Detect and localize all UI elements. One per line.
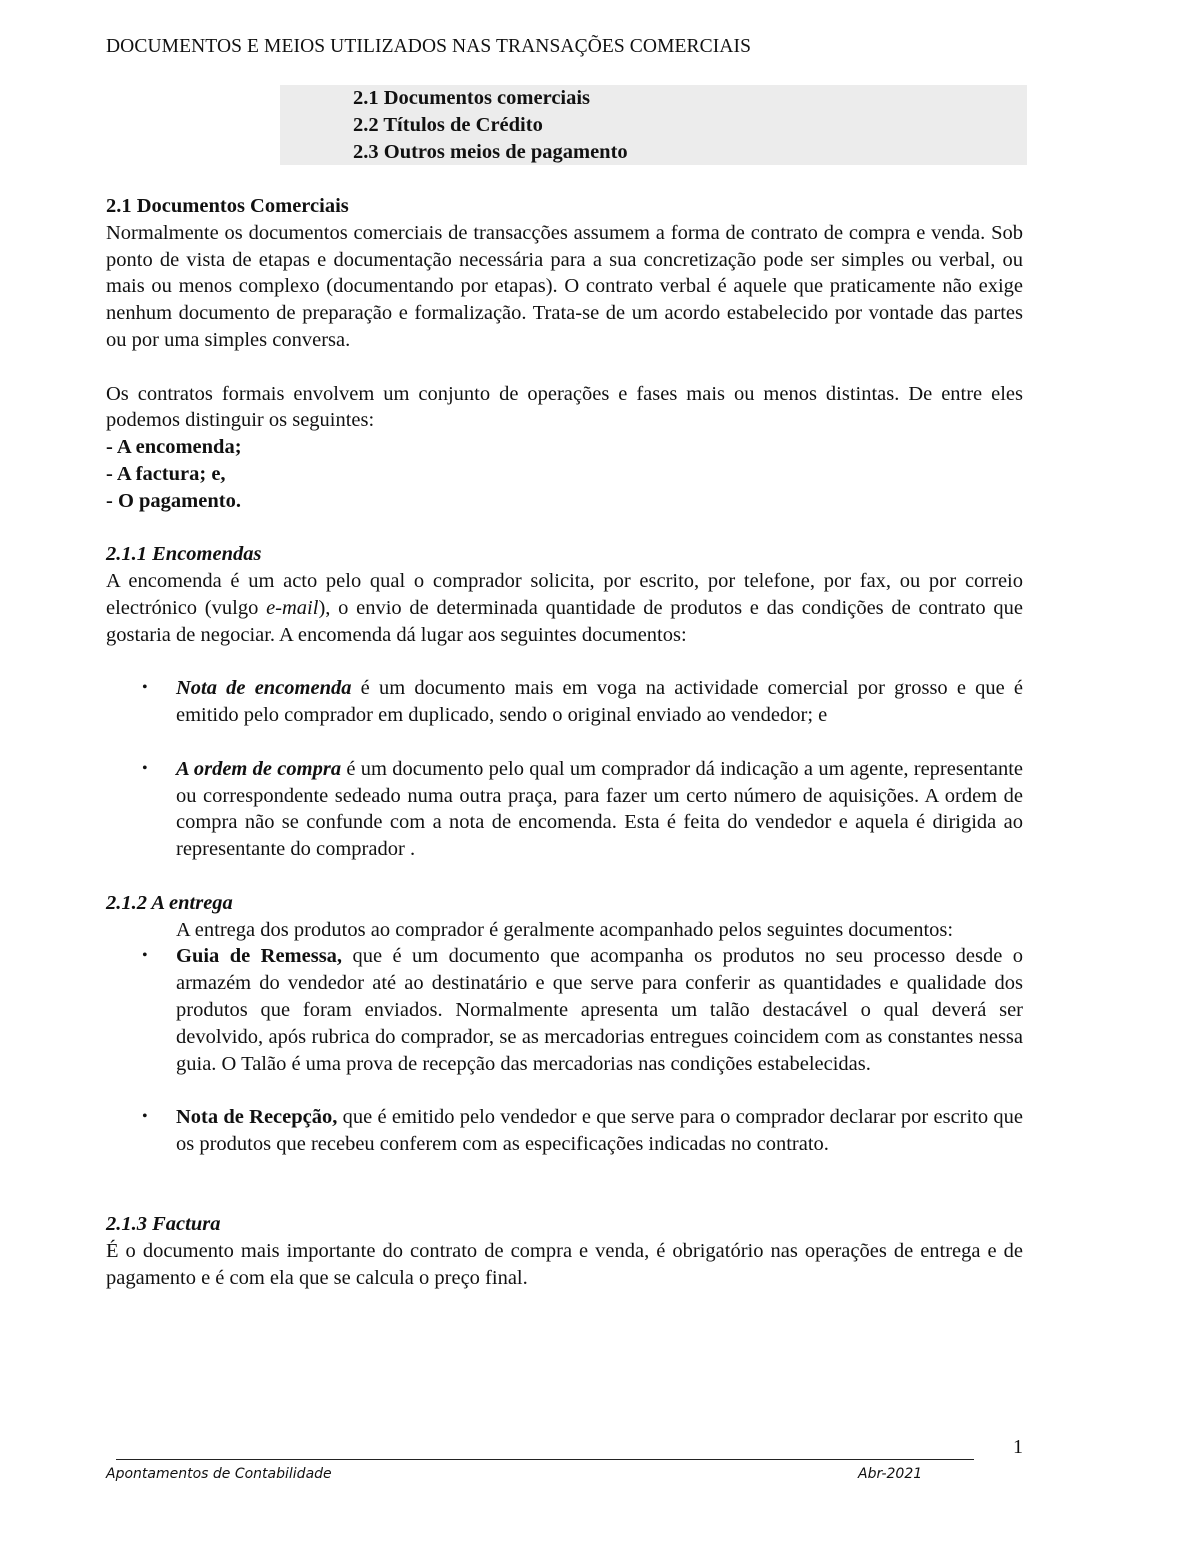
subsection-heading: 2.1.2 A entrega <box>106 891 233 914</box>
paragraph: Os contratos formais envolvem um conjunto de operações e fases mais ou menos distintas. De entre eles podemos distinguir os seguintes: <box>106 382 1023 432</box>
paragraph: É o documento mais importante do contrato de compra e venda, é obrigatório nas operações de entrega e de pagamento e é com ela que se calcula o preço final. <box>106 1240 1023 1289</box>
document-body <box>106 193 1023 1292</box>
bullet-icon: • <box>142 679 148 697</box>
page-title: DOCUMENTOS E MEIOS UTILIZADOS NAS TRANSAÇÕES COMERCIAIS <box>106 36 752 57</box>
bullet-list <box>106 943 1023 1157</box>
toc-item: 2.3 Outros meios de pagamento <box>353 141 628 163</box>
subsection-heading: 2.1.3 Factura <box>106 1213 221 1236</box>
list-item: • Nota de Recepção, que é emitido pelo vendedor e que serve para o comprador declarar por escrito que os produtos que recebeu conferem com as especificações indicadas no contrato. <box>142 1106 1024 1155</box>
toc-item: 2.1 Documentos comerciais <box>353 87 591 109</box>
toc-item: 2.2 Títulos de Crédito <box>353 114 543 136</box>
bullet-icon: • <box>142 1108 148 1126</box>
list-item: • A ordem de compra é um documento pelo qual um comprador dá indicação a um agente, representante ou correspondente sedeado numa outra praça, para fazer um certo número de aquisições. A ordem de compra não se confunde com a nota de encomenda. Esta é feita do vendedor e aquela é dirigida ao representante do comprador . <box>142 757 1024 861</box>
list-item: - O pagamento. <box>106 489 241 512</box>
page-number: 1 <box>1013 1436 1023 1458</box>
bullet-icon: • <box>142 947 148 965</box>
footer-right: Abr-2021 <box>858 1466 923 1482</box>
subsection-heading: 2.1.1 Encomendas <box>106 543 262 566</box>
bullet-list <box>106 675 1023 863</box>
paragraph: A entrega dos produtos ao comprador é geralmente acompanhado pelos seguintes documentos: <box>176 918 954 941</box>
list-item: - A factura; e, <box>106 462 226 485</box>
list-item: - A encomenda; <box>106 436 242 459</box>
list-item: • Nota de encomenda é um documento mais em voga na actividade comercial por grosso e que é emitido pelo comprador em duplicado, sendo o original enviado ao vendedor; e <box>142 677 1023 727</box>
footer-left: Apontamentos de Contabilidade <box>106 1466 332 1482</box>
list-item: • Guia de Remessa, que é um documento que acompanha os produtos no seu processo desde o armazém do vendedor até ao destinatário e que serve para conferir as quantidades e qualidade dos produtos que foram enviados. Normalmente apresenta um talão destacável o qual deverá ser devolvido, após rubrica do comprador, se as mercadorias entregues coincidem com as constantes nessa guia. O Talão é uma prova de recepção das mercadorias nas condições estabelecidas. <box>142 945 1023 1075</box>
paragraph: A encomenda é um acto pelo qual o comprador solicita, por escrito, por telefone, por fax, ou por correio electrónico (vulgo e-mail), o envio de determinada quantidade de produtos e das condições de contrato que gostaria de negociar. A encomenda dá lugar aos seguintes documentos: <box>106 570 1023 646</box>
footer-rule <box>116 1459 974 1460</box>
paragraph: Normalmente os documentos comerciais de transacções assumem a forma de contrato de compra e venda. Sob ponto de vista de etapas e documentação necessária para a sua concretização pode ser simples ou verbal, ou mais ou menos complexo (documentando por etapas). O contrato verbal é aquele que praticamente não exige nenhum documento de preparação e formalização. Trata-se de um acordo estabelecido por vontade das partes ou por uma simples conversa. <box>106 221 1023 351</box>
bullet-icon: • <box>142 759 148 777</box>
section-heading: 2.1 Documentos Comerciais <box>106 195 349 217</box>
toc-box <box>280 85 1027 165</box>
